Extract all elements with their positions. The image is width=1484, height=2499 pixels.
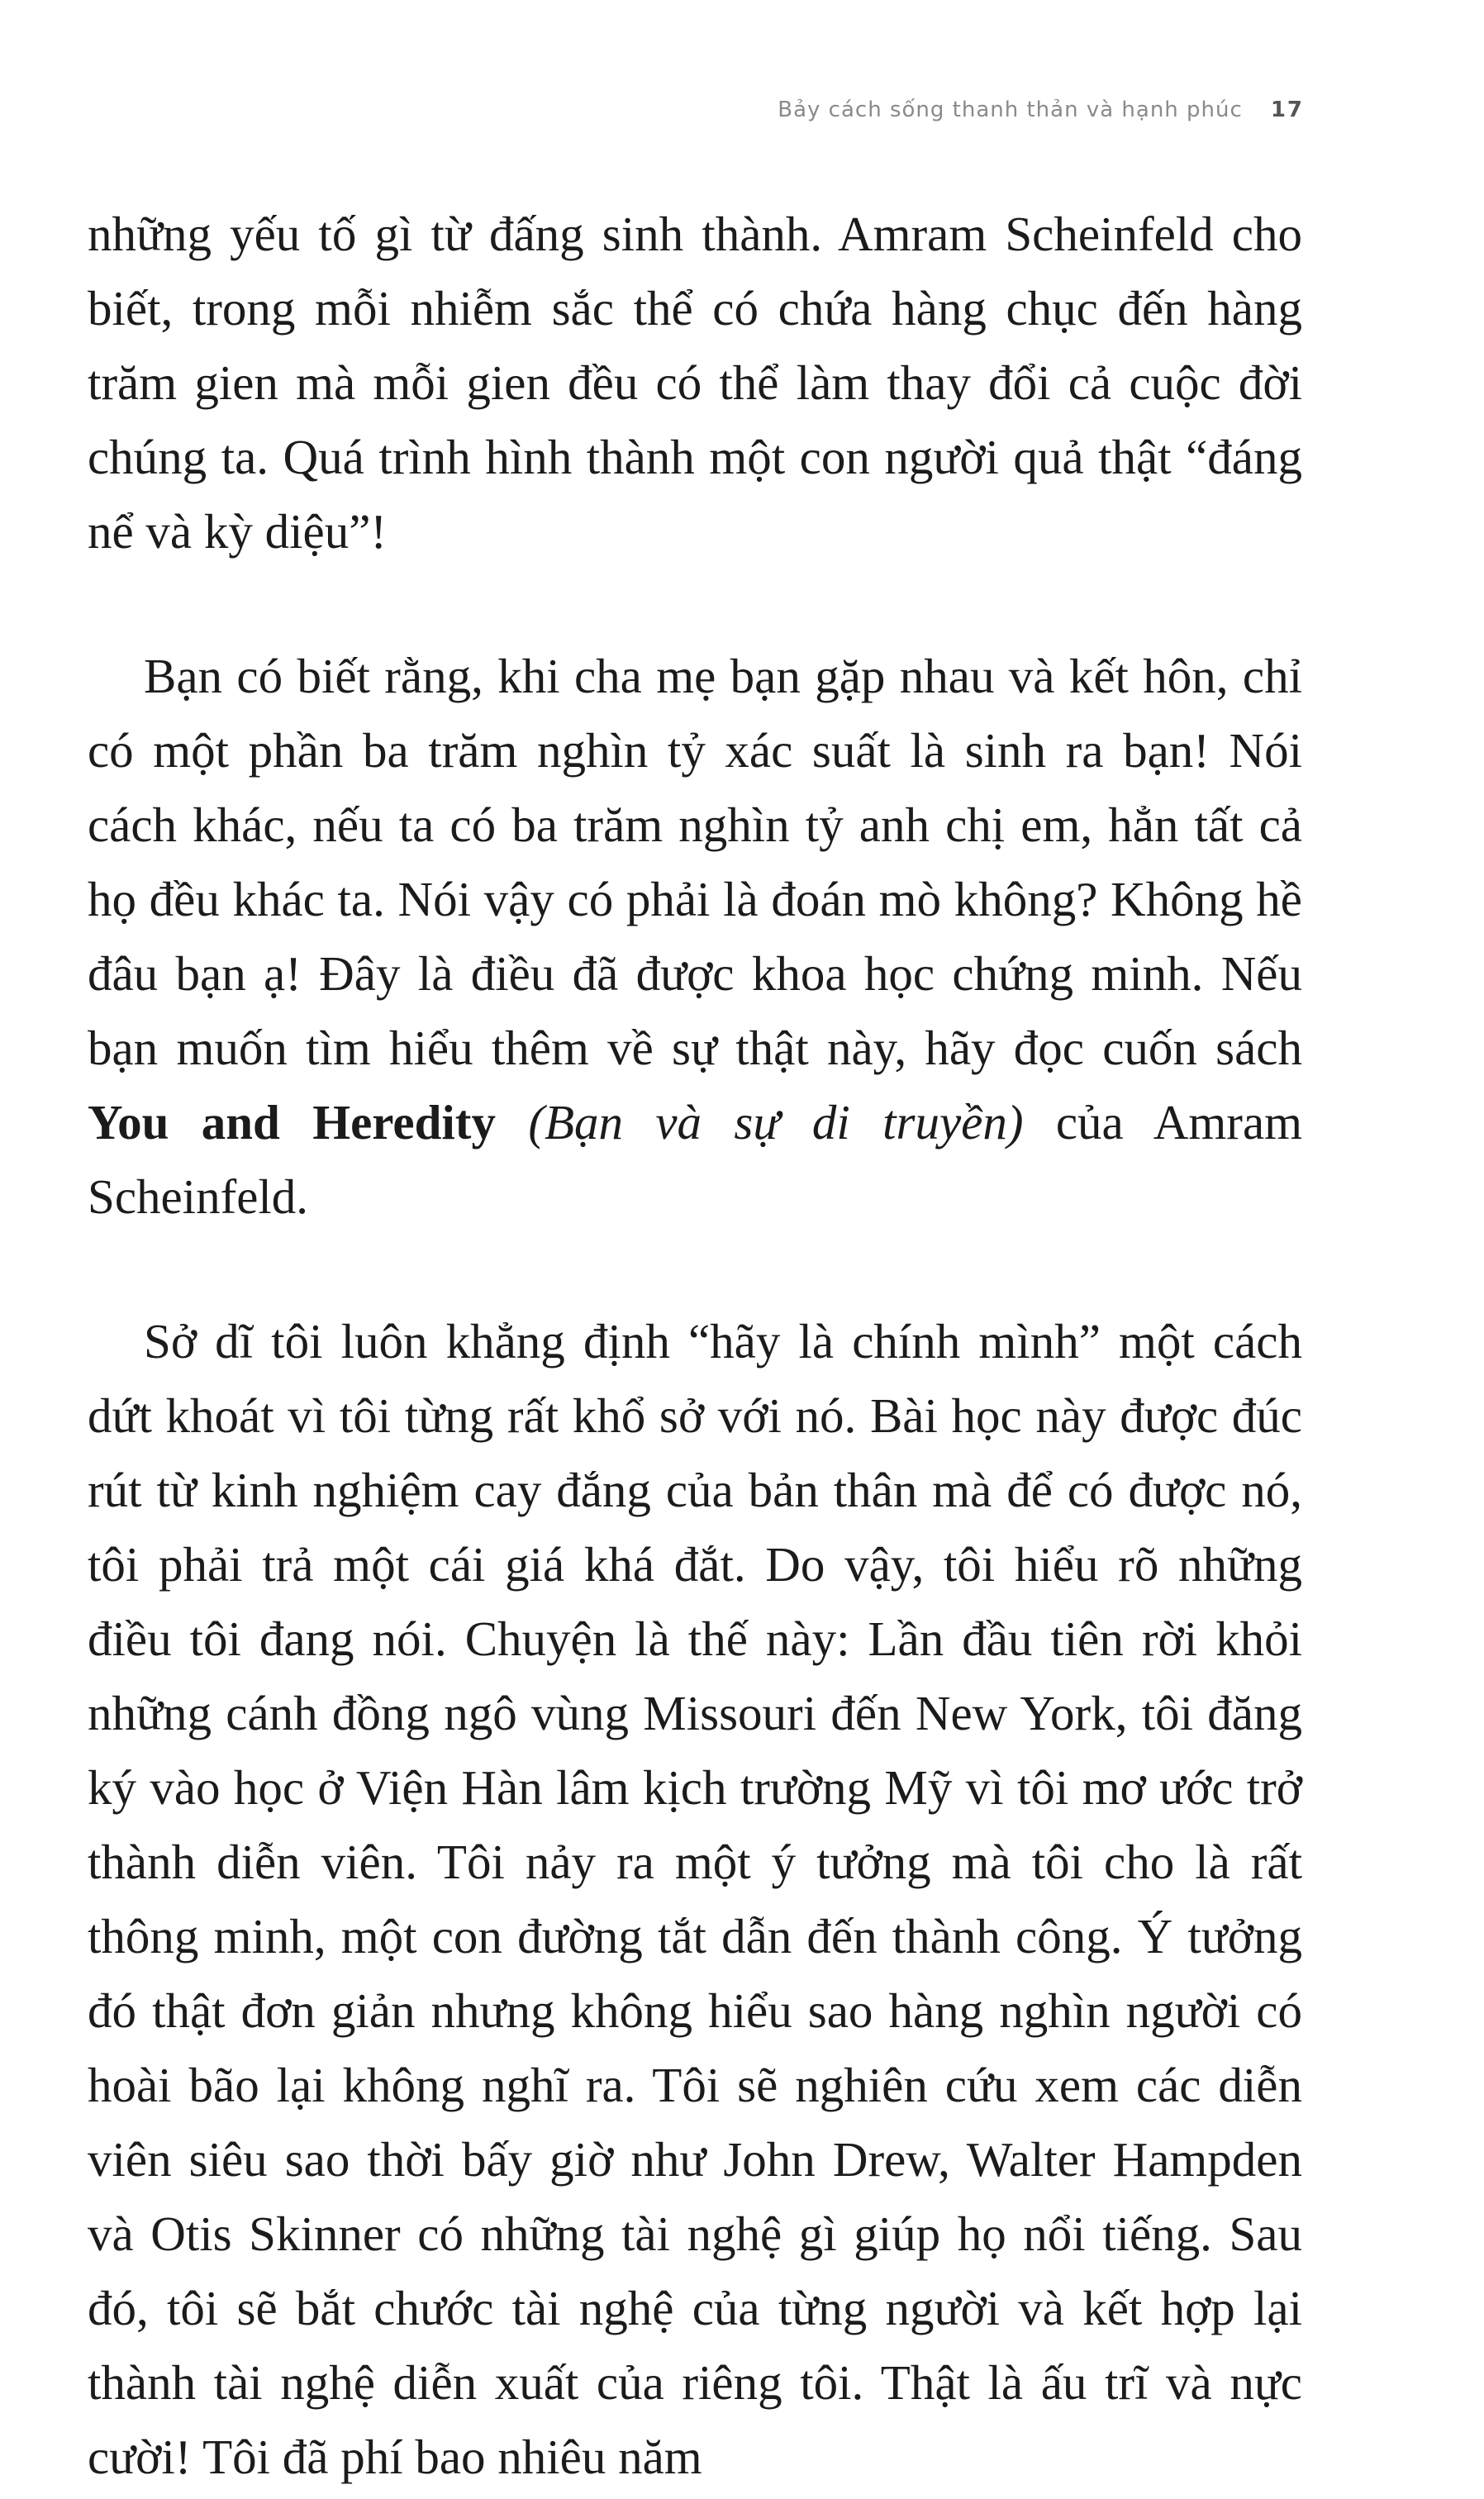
paragraph-be-yourself: Sở dĩ tôi luôn khẳng định “hãy là chính mình” một cách dứt khoát vì tôi từng rất khổ sở với nó. Bài học này được đúc rút từ kinh nghiệm cay đắng của bản thân mà để có được nó, tôi phải trả một cái giá khá đắt. Do vậy, tôi hiểu rõ những điều tôi đang nói. Chuyện là thế này: Lần đầu tiên rời khỏi những cánh đồng ngô vùng Missouri đến New York, tôi đăng ký vào học ở Viện Hàn lâm kịch trường Mỹ vì tôi mơ ước trở thành diễn viên. Tôi nảy ra một ý tưởng mà tôi cho là rất thông minh, một con đường tắt dẫn đến thành công. Ý tưởng đó thật đơn giản nhưng không hiểu sao hàng nghìn người có hoài bão lại không nghĩ ra. Tôi sẽ nghiên cứu xem các diễn viên siêu sao thời bấy giờ như John Drew, Walter Hampden và Otis Skinner có những tài nghệ gì giúp họ nổi tiếng. Sau đó, tôi sẽ bắt chước tài nghệ của từng người và kết hợp lại thành tài nghệ diễn xuất của riêng tôi. Thật là ấu trĩ và nực cười! Tôi đã phí bao nhiêu năm <box>88 1314 1302 2484</box>
book-title: You and Heredity <box>88 1095 496 1150</box>
book-title-translation: (Bạn và sự di truyền) <box>528 1095 1024 1150</box>
paragraph-text: Bạn có biết rằng, khi cha mẹ bạn gặp nhau và kết hôn, chỉ có một phần ba trăm nghìn tỷ xác suất là sinh ra bạn! Nói cách khác, nếu ta có ba trăm nghìn tỷ anh chị em, hẳn tất cả họ đều khác ta. Nói vậy có phải là đoán mò không? Không hề đâu bạn ạ! Đây là điều đã được khoa học chứng minh. Nếu bạn muốn tìm hiểu thêm về sự thật này, hãy đọc cuốn sách <box>88 649 1302 1075</box>
paragraph-continuation: những yếu tố gì từ đấng sinh thành. Amram Scheinfeld cho biết, trong mỗi nhiễm sắc thể có chứa hàng chục đến hàng trăm gien mà mỗi gien đều có thể làm thay đổi cả cuộc đời chúng ta. Quá trình hình thành một con người quả thật “đáng nể và kỳ diệu”! <box>88 207 1302 559</box>
page-header <box>778 98 1304 122</box>
running-title: Bảy cách sống thanh thản và hạnh phúc <box>778 98 1243 122</box>
paragraph-text: của Amram Scheinfeld. <box>88 1095 1303 1224</box>
page-number: 17 <box>1270 98 1304 122</box>
paragraph-heredity <box>88 639 1302 1234</box>
text-body <box>88 197 1302 2494</box>
